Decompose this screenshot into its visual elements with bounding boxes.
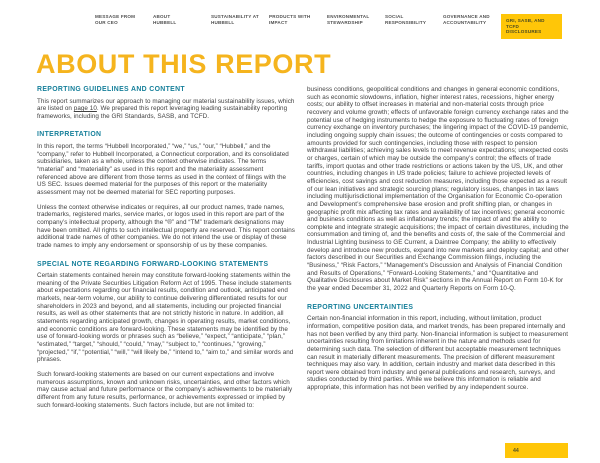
page-number: 44 [513, 447, 519, 454]
nav-item-label-line1: PRODUCTS WITH [269, 14, 311, 19]
paragraph-interpretation-1: In this report, the terms “Hubbell Incorporated,” “we,” “us,” “our,” “Hubbell,” and the “company,” refer to Hubbell Incorporated, a Connecticut corporation, and its consolidated subsidiaries, taken as a whole, unless the context otherwise indicates. The terms “material” and “materiality” as used in this report and the materiality assessment referenced above are different from those terms as used in the context of filings with the US SEC. Issues deemed material for the purposes of this report or the materiality assessment may not be deemed material for SEC reporting purposes. [37, 142, 289, 196]
nav-item-label-line2: ACCOUNTABILITY [443, 19, 487, 25]
nav-item-label-line2: OUR CEO [95, 19, 118, 25]
nav-item-gri-sasb-tcfd-disclosures-active[interactable] [501, 14, 562, 39]
nav-item-label-line1: ENVIRONMENTAL [327, 14, 370, 19]
page-title: ABOUT THIS REPORT [36, 49, 332, 79]
paragraph-risk-factors: business conditions, geopolitical conditions and changes in general economic conditions, such as economic slowdowns, inflation, higher interest rates, recessions, higher energy costs; our ability to offset increases in material and non-material costs through price recovery and volume growth; effects of unfavorable foreign currency exchange rates and the potential use of hedging instruments to hedge the exposure to fluctuating rates of foreign currency exchange on inventory purchases; the lingering impact of the COVID-19 pandemic, including ongoing supply chain issues; the outcome of contingencies or costs compared to amounts provided for such contingencies, including those with respect to pension withdrawal liabilities; achieving sales levels to meet revenue expectations; unexpected costs or charges, certain of which may be outside the company’s control; the effects of trade tariffs, import quotas and other trade restrictions or actions taken by the US, UK, and other countries, including changes in US trade policies; failure to achieve projected levels of efficiencies, cost savings and cost reduction measures, including those expected as a result of our lean initiatives and strategic sourcing plans; regulatory issues, changes in tax laws including multijurisdictional implementation of the Organisation for Economic Co-operation and Development’s comprehensive base erosion and profit shifting plan, or changes in geographic profit mix affecting tax rates and availability of tax incentives; general economic and business conditions as well as inflationary trends; the impact of and the ability to complete and integrate strategic acquisitions; the impact of certain divestitures, including the consummation and timing of, and the benefits and costs of, the sale of the Commercial and Industrial Lighting business to GE Current, a Daintree Company; the ability to effectively develop and introduce new products, expand into new markets and deploy capital; and other factors described in our Securities and Exchange Commission filings, including the “Business,” “Risk Factors,” “Management’s Discussion and Analysis of Financial Condition and Results of Operations,” “Forward-Looking Statements,” and “Quantitative and Qualitative Disclosures about Market Risk” sections in the Annual Report on Form 10-K for the year ended December 31, 2022 and Quarterly Reports on Form 10-Q. [307, 86, 569, 293]
nav-item-about-hubbell[interactable] [153, 14, 204, 25]
left-column [37, 86, 295, 416]
nav-item-label-line2: HUBBELL [153, 19, 177, 25]
nav-item-label-line1: GRI, SASB, AND TCFD [506, 18, 545, 29]
section-heading-interpretation: INTERPRETATION [37, 131, 102, 139]
nav-item-social-responsibility[interactable] [385, 14, 436, 25]
nav-item-label-line1: MESSAGE FROM [95, 14, 136, 19]
section-heading-reporting-guidelines: REPORTING GUIDELINES AND CONTENT [37, 86, 185, 93]
nav-item-environmental-stewardship[interactable] [327, 14, 378, 25]
nav-item-message-from-our-ceo[interactable] [95, 14, 146, 25]
paragraph-text: This report summarizes our approach to managing our material sustainability issues, which are listed on [37, 97, 295, 113]
nav-item-label-line2: STEWARDSHIP [327, 19, 363, 25]
nav-item-sustainability-at-hubbell[interactable] [211, 14, 262, 25]
nav-item-label-line2: DISCLOSURES [506, 29, 542, 35]
section-heading-reporting-uncertainties: REPORTING UNCERTAINTIES [307, 303, 414, 311]
paragraph-reporting-guidelines [37, 98, 295, 121]
nav-item-products-with-impact[interactable] [269, 14, 320, 25]
nav-item-label-line2: HUBBELL [211, 19, 235, 25]
nav-item-label-line2: IMPACT [269, 19, 288, 25]
nav-item-label-line1: SUSTAINABILITY AT [211, 14, 259, 19]
page-number-badge [505, 443, 568, 458]
nav-item-label-line1: GOVERNANCE AND [443, 14, 490, 19]
page-10-link[interactable]: page 10 [73, 105, 97, 113]
nav-item-governance-and-accountability[interactable] [443, 14, 494, 25]
paragraph-reporting-uncertainties: Certain non-financial information in this report, including, without limitation, product information, competitive position data, and market trends, has been prepared internally and has not been verified by any third party. Non-financial information is subject to measurement uncertainties resulting from limitations inherent in the nature and methods used for determining such data. The selection of different but acceptable measurement techniques can result in materially different measurements. The precision of different measurement techniques may also vary. In addition, certain industry and market data described in this report were obtained from industry and general publications and research, surveys, and studies conducted by third parties. While we believe this information is reliable and appropriate, this information has not been verified by any independent source. [307, 315, 569, 392]
paragraph-forward-looking-1: Certain statements contained herein may constitute forward-looking statements within the meaning of the Private Securities Litigation Reform Act of 1995. These include statements about expectations regarding our financial results, condition and outlook, anticipated end markets, near-term volume, our ability to continue delivering differentiated results for our shareholders in 2023 and beyond, and all statements, including our projected financial results, as well as other statements that are not strictly historic in nature. In addition, all statements regarding anticipated growth, changes in operating results, market conditions, and economic conditions are forward-looking. These statements may be identified by the use of forward-looking words or phrases such as “believe,” “expect,” “anticipate,” “plan,” “estimated,” “target,” “should,” “could,” “may,” “subject to,” “continues,” “growing,” “projected,” “if,” “potential,” “will,” “will likely be,” “intend to,” “aim to,” and similar words and phrases. [37, 272, 294, 364]
paragraph-forward-looking-2: Such forward-looking statements are based on our current expectations and involve numerous assumptions, known and unknown risks, uncertainties, and other factors which may cause actual and future performance or the company’s achievements to be materially different from any future results, performance, or achievements expressed or implied by such forward-looking statements. Such factors include, but are not limited to: [37, 370, 293, 409]
paragraph-text: . We prepared this report leveraging leading sustainability reporting frameworks, including the GRI Standards, SASB, and TCFD. [37, 105, 288, 120]
nav-item-label-line2: RESPONSIBILITY [385, 19, 427, 25]
section-heading-forward-looking: SPECIAL NOTE REGARDING FORWARD-LOOKING STATEMENTS [37, 260, 269, 268]
right-column [307, 86, 569, 399]
paragraph-interpretation-2: Unless the context otherwise indicates or requires, all our product names, trade names, trademarks, registered marks, service marks, or logos used in this report are part of the company’s intellectual property, although the “®” and “TM” trademark designations may have been omitted. All rights to such intellectual property are reserved. This report contains additional trade names of other companies. We do not intend the use or display of these trade names to imply any endorsement or sponsorship of us by these companies. [37, 203, 295, 249]
top-navigation [95, 14, 569, 39]
nav-item-label-line1: SOCIAL [385, 14, 404, 19]
nav-item-label-line1: ABOUT [153, 14, 171, 19]
